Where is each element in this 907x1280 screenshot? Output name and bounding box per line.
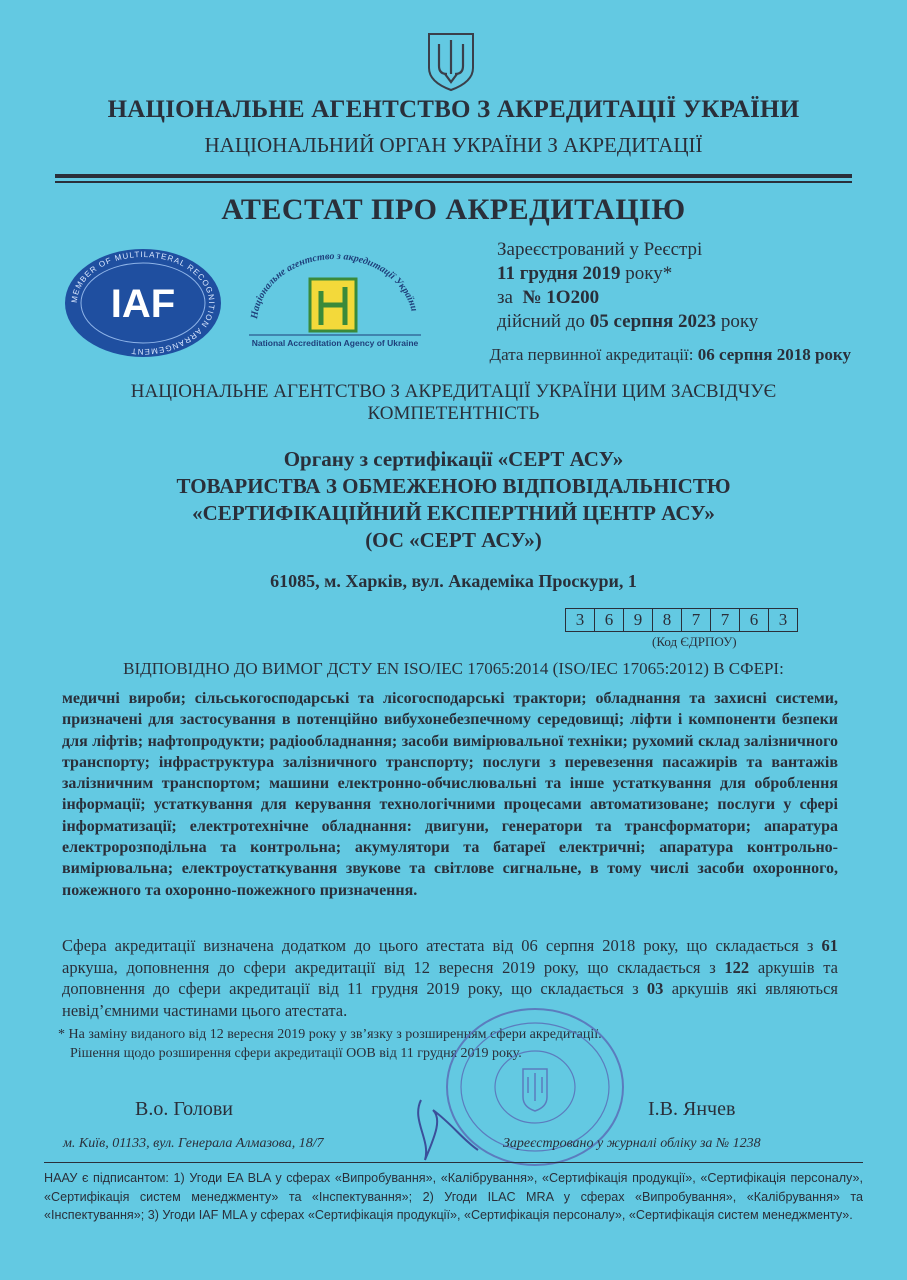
footer-divider	[44, 1162, 863, 1163]
edrpou-digit: 6	[739, 608, 769, 632]
validity-line	[497, 310, 758, 334]
certification-line-1: НАЦІОНАЛЬНЕ АГЕНТСТВО З АКРЕДИТАЦІЇ УКРАЇНИ ЦИМ ЗАСВІДЧУЄ	[130, 381, 777, 402]
journal-registration: Зареєстровано у журналі обліку за № 1238	[503, 1136, 761, 1151]
iaf-ring-text: MEMBER OF MULTILATERAL RECOGNITION ARRANGEMENT	[69, 249, 217, 357]
edrpou-digit: 3	[768, 608, 798, 632]
edrpou-digit: 6	[594, 608, 624, 632]
scope-text-2: аркуша, доповнення до сфери акредитації від 12 вересня 2019 року, що складається з	[62, 957, 725, 977]
header-divider-thin	[55, 181, 852, 183]
edrpou-digit: 3	[565, 608, 595, 632]
registration-number-line	[497, 286, 758, 310]
registration-line: Зареєстрований у Реєстрі	[497, 239, 703, 260]
scope-text-3: аркушів та доповнення до сфери акредитації від 11 грудня 2019 року, що складається з	[62, 957, 838, 998]
decision-note: Рішення щодо розширення сфери акредитації ООВ від 11 грудня 2019 року.	[70, 1046, 522, 1061]
iaf-logo	[63, 247, 223, 359]
first-accreditation-date: 06 серпня 2018 року	[697, 345, 851, 364]
edrpou-label: (Код ЄДРПОУ)	[652, 634, 737, 649]
organization-line-4: (ОС «СЕРТ АСУ»)	[365, 528, 542, 552]
organization-line-3: «СЕРТИФІКАЦІЙНИЙ ЕКСПЕРТНИЙ ЦЕНТР АСУ»	[192, 501, 715, 525]
certification-statement	[0, 381, 907, 425]
naau-caption: National Accreditation Agency of Ukraine	[251, 338, 419, 348]
first-accreditation-label: Дата первинної акредитації:	[489, 345, 698, 364]
registration-date-suffix: року*	[620, 263, 673, 284]
organization-address: 61085, м. Харків, вул. Академіка Проскури, 1	[270, 571, 637, 591]
agency-title: НАЦІОНАЛЬНЕ АГЕНТСТВО З АКРЕДИТАЦІЇ УКРАЇНИ	[107, 96, 800, 123]
scope-text-1: Сфера акредитації визначена додатком до цього атестата від 06 серпня 2018 року, що складається з	[62, 936, 822, 955]
agency-subtitle: НАЦІОНАЛЬНИЙ ОРГАН УКРАЇНИ З АКРЕДИТАЦІЇ	[204, 133, 703, 157]
organization-name	[0, 446, 907, 554]
header-divider	[55, 174, 852, 178]
registration-block	[497, 238, 758, 334]
edrpou-digit: 9	[623, 608, 653, 632]
handwritten-signature	[403, 1080, 493, 1170]
certification-line-2: КОМПЕТЕНТНІСТЬ	[367, 403, 540, 424]
naau-logo	[237, 245, 432, 350]
agency-address: м. Київ, 01133, вул. Генерала Алмазова, 18/7	[63, 1136, 324, 1151]
validity-prefix: дійсний до	[497, 311, 590, 332]
edrpou-digit: 7	[710, 608, 740, 632]
trident-icon	[425, 30, 477, 92]
edrpou-digit: 8	[652, 608, 682, 632]
validity-date: 05 серпня 2023	[589, 311, 717, 332]
registration-date: 11 грудня 2019	[497, 263, 621, 284]
replacement-note: * На заміну виданого від 12 вересня 2019 року у зв’язку з розширенням сфери акредитації.	[58, 1027, 602, 1042]
iaf-logo-text: IAF	[110, 282, 176, 326]
sheet-count-3: 03	[646, 979, 664, 998]
first-accreditation-line	[0, 345, 851, 365]
naau-arc-text: Національне агентство з акредитації України	[249, 250, 420, 320]
edrpou-digit: 7	[681, 608, 711, 632]
organization-line-2: ТОВАРИСТВА З ОБМЕЖЕНОЮ ВІДПОВІДАЛЬНІСТЮ	[176, 474, 731, 498]
registration-number-prefix: за	[497, 287, 513, 308]
registration-number: № 1О200	[522, 287, 600, 308]
sheet-count-2: 122	[724, 957, 750, 977]
scope-text-4: аркушів які являються невід’ємними частинами цього атестата.	[62, 979, 838, 1020]
requirements-line: ВІДПОВІДНО ДО ВИМОГ ДСТУ EN ISO/IEC 17065:2014 (ISO/IEC 17065:2012) В СФЕРІ:	[123, 659, 784, 678]
edrpou-code	[566, 608, 798, 632]
validity-suffix: року	[716, 311, 759, 332]
sheet-count-1: 61	[821, 936, 838, 955]
document-title: АТЕСТАТ ПРО АКРЕДИТАЦІЮ	[221, 193, 686, 226]
signatory-footnote: НААУ є підписантом: 1) Угоди EA BLA у сферах «Випробування», «Калібрування», «Сертифікація продукції», «Сертифікація персоналу», «Сертифікація систем менеджменту» та «Інспектування»; 2) Угоди ILAC MRA у сферах «Випробування», «Калібрування» та «Інспектування»; 3) Угоди IAF MLA у сферах «Сертифікація продукції», «Сертифікація персоналу», «Сертифікація систем менеджменту».	[44, 1171, 863, 1222]
registration-date-line	[497, 262, 758, 286]
signer-name: І.В. Янчев	[648, 1098, 736, 1120]
signer-position: В.о. Голови	[135, 1098, 234, 1120]
accreditation-scope: медичні вироби; сільськогосподарські та лісогосподарські трактори; обладнання та захисні системи, призначені для застосування в потенційно вибухонебезпечному середовищі; ліфти і компоненти безпеки для ліфтів; нафтопродукти; радіообладнання; засоби вимірювальної техніки; рухомий склад залізничного транспорту; інфраструктура залізничного транспорту; послуги з перевезення пасажирів та вантажів залізничним транспортом; машини електронно-обчислювальні та інше устаткування для оброблення інформації; устаткування для керування технологічними процесами автоматизоване; послуги у сфері інформатизації; електротехнічне обладнання: двигуни, генератори та трансформатори; апаратура електророзподільна та контрольна; акумулятори та батареї електричні; апаратура контрольно-вимірювальна; електроустаткування звукове та світлове сигнальне, в тому числі засоби охоронного, пожежного та охоронно-пожежного призначення.	[62, 690, 838, 899]
organization-line-1: Органу з сертифікації «СЕРТ АСУ»	[283, 447, 624, 471]
